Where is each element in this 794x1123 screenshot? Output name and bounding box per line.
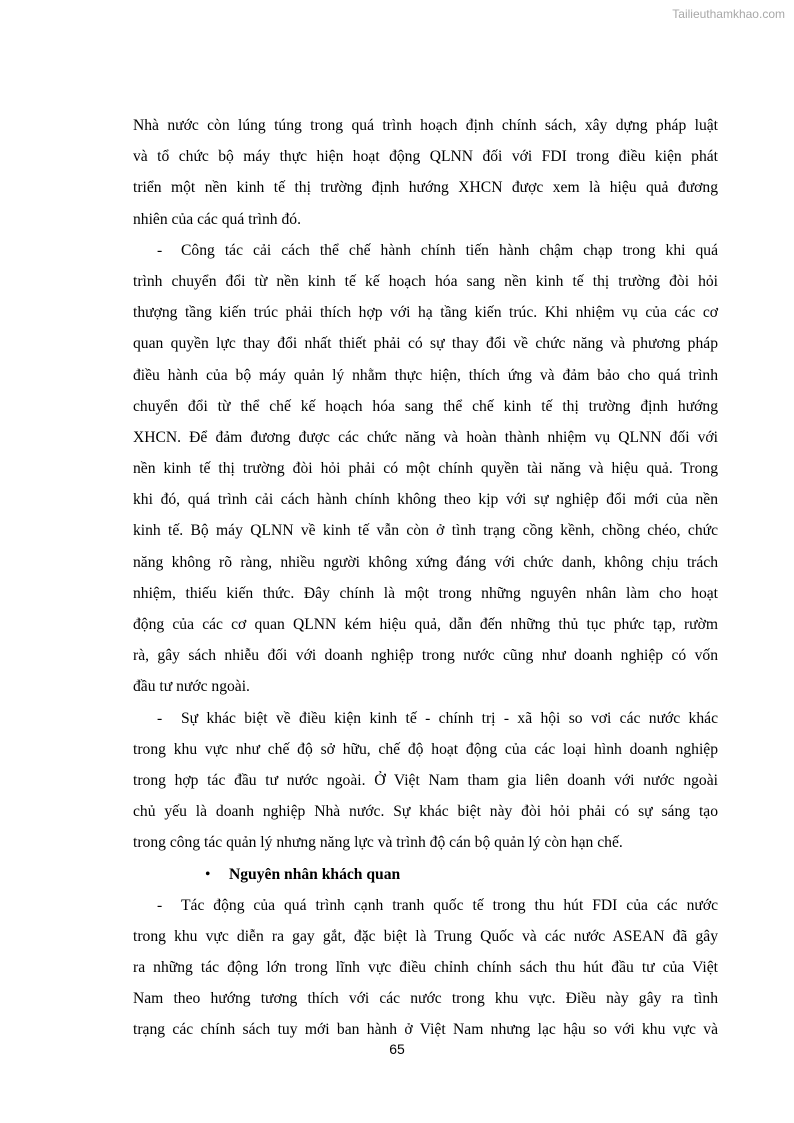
text-line — [133, 890, 718, 921]
text-line: ra những tác động lớn trong lĩnh vực điều chỉnh chính sách thu hút đầu tư của Việt — [133, 959, 718, 977]
text-line: nhiên của các quá trình đó. — [133, 210, 301, 228]
text-line: nhiệm, thiếu kiến thức. Đây chính là một trong những nguyên nhân làm cho hoạt — [133, 584, 718, 602]
text-line: nền kinh tế thị trường đòi hỏi phải có một chính quyền tài năng và hiệu quả. Trong — [133, 460, 718, 478]
text-line: quan quyền lực thay đổi nhất thiết phải có sự thay đổi về chức năng và phương pháp — [133, 335, 718, 353]
dash-marker: - — [157, 896, 163, 914]
text-line: khi đó, quá trình cải cách hành chính không theo kịp với sự nghiệp đổi mới của nền — [133, 491, 718, 509]
text-line: trong khu vực như chế độ sở hữu, chế độ hoạt động của các loại hình doanh nghiệp — [133, 740, 718, 758]
paragraph — [133, 890, 718, 1046]
text-run: Công tác cải cách thể chế hành chính tiến hành chậm chạp trong khi quá — [181, 241, 718, 259]
text-line: rà, gây sách nhiễu đối với doanh nghiệp trong nước cũng như doanh nghiệp có vốn — [133, 647, 718, 665]
paragraph — [133, 235, 718, 703]
text-line: đầu tư nước ngoài. — [133, 678, 250, 696]
dash-marker: - — [157, 241, 163, 259]
text-line — [133, 235, 718, 266]
text-line: năng không rõ ràng, nhiều người không xứng đáng với chức danh, không chịu trách — [133, 553, 718, 571]
text-line: kinh tế. Bộ máy QLNN về kinh tế vẫn còn ở tình trạng cồng kềnh, chồng chéo, chức — [133, 522, 718, 540]
text-line — [133, 703, 718, 734]
text-line: trong hợp tác đầu tư nước ngoài. Ở Việt Nam tham gia liên doanh với nước ngoài — [133, 771, 718, 789]
text-run: Sự khác biệt về điều kiện kinh tế - chính trị - xã hội so vơi các nước khác — [181, 709, 718, 727]
text-line: trình chuyển đổi từ nền kinh tế kế hoạch hóa sang nền kinh tế thị trường đòi hỏi — [133, 272, 718, 290]
document-body — [133, 110, 718, 1046]
text-line: điều hành của bộ máy quản lý nhằm thực hiện, thích ứng và đảm bảo cho quá trình — [133, 366, 718, 384]
paragraph — [133, 703, 718, 859]
section-heading — [133, 859, 718, 890]
text-line: XHCN. Để đảm đương được các chức năng và hoàn thành nhiệm vụ QLNN đối với — [133, 428, 718, 446]
text-line: Nam theo hướng tương thích với các nước trong khu vực. Điều này gây ra tình — [133, 990, 718, 1008]
text-line: thượng tầng kiến trúc phải thích hợp với hạ tầng kiến trúc. Khi nhiệm vụ của các cơ — [133, 304, 718, 322]
page-number: 65 — [389, 1041, 405, 1057]
text-line: trong khu vực diễn ra gay gắt, đặc biệt là Trung Quốc và các nước ASEAN đã gây — [133, 927, 718, 945]
paragraph — [133, 110, 718, 235]
bullet-marker: • — [205, 865, 211, 883]
text-line: trong công tác quản lý nhưng năng lực và trình độ cán bộ quản lý còn hạn chế. — [133, 834, 623, 852]
text-line: chuyển đổi từ thể chế kế hoạch hóa sang thể chế kinh tế thị trường định hướng — [133, 397, 718, 415]
watermark: Tailieuthamkhao.com — [672, 7, 785, 21]
text-run: Tác động của quá trình cạnh tranh quốc tế trong thu hút FDI của các nước — [181, 896, 718, 914]
text-line: và tổ chức bộ máy thực hiện hoạt động QLNN đối với FDI trong điều kiện phát — [133, 148, 718, 166]
text-line: động của các cơ quan QLNN kém hiệu quả, dẫn đến những thủ tục phức tạp, rườm — [133, 616, 718, 633]
text-line: trạng các chính sách tuy mới ban hành ở Việt Nam nhưng lạc hậu so với khu vực và — [133, 1021, 718, 1039]
text-line: Nhà nước còn lúng túng trong quá trình hoạch định chính sách, xây dựng pháp luật — [133, 117, 718, 134]
text-line: chủ yếu là doanh nghiệp Nhà nước. Sự khác biệt này đòi hỏi phải có sự sáng tạo — [133, 803, 718, 821]
heading-text: Nguyên nhân khách quan — [229, 865, 401, 883]
text-line: triển một nền kinh tế thị trường định hướng XHCN được xem là hiệu quả đương — [133, 179, 718, 197]
dash-marker: - — [157, 709, 163, 727]
